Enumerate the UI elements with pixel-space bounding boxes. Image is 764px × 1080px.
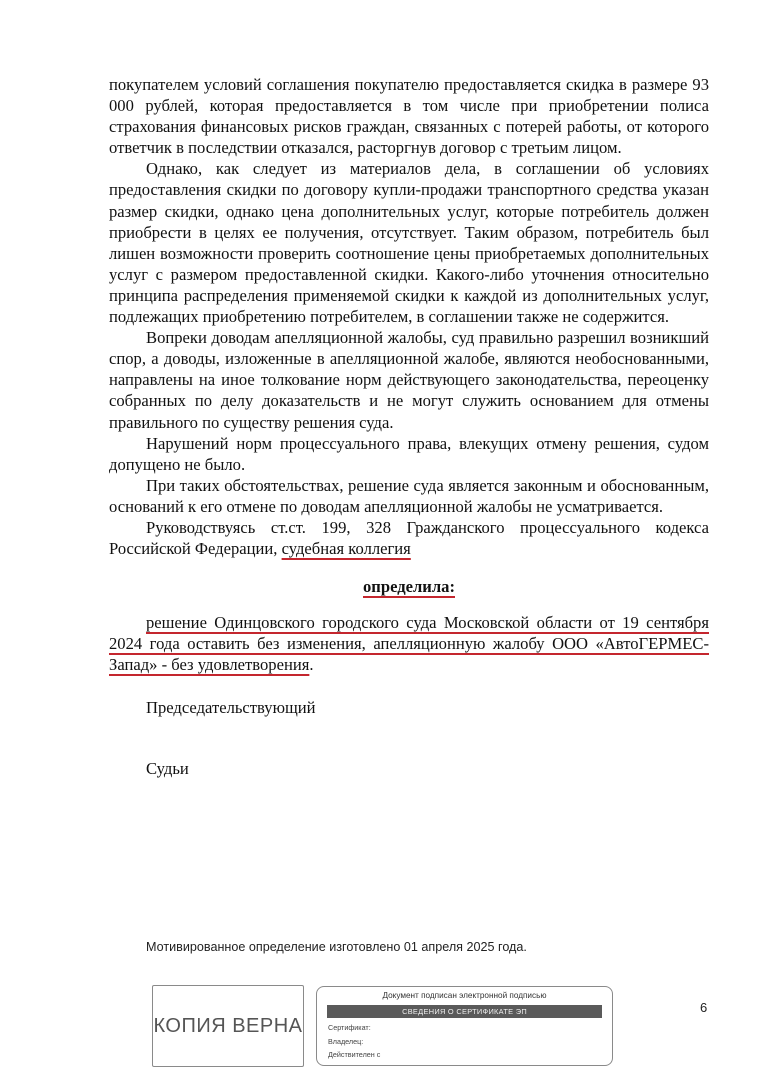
ep-stamp-title: Документ подписан электронной подписью [382,991,547,1000]
ep-certificate-bar: СВЕДЕНИЯ О СЕРТИФИКАТЕ ЭП [327,1005,602,1018]
presiding-judge-label: Председательствующий [146,697,316,717]
ep-certificate-label: Сертификат: [328,1023,371,1032]
paragraph-1: покупателем условий соглашения покупателю предоставляется скидка в размере 93 000 рублей, которая предоставляется в том числе при приобретении полиса страхования финансовых рисков граждан, связанных с потерей работы, от которого ответчик в последствии отказался, расторгнув договор с третьим лицом. [109,75,709,158]
motivated-decision-note: Мотивированное определение изготовлено 01 апреля 2025 года. [146,940,527,954]
paragraph-6-text: Руководствуясь ст.ст. 199, 328 Гражданского процессуального кодекса Российской Федерации, [109,517,709,559]
ruling-heading-text: определила: [363,577,455,597]
judges-label: Судьи [146,758,189,778]
page-number: 6 [700,1000,708,1015]
copy-certified-stamp: КОПИЯ ВЕРНА [152,985,304,1067]
paragraph-5: При таких обстоятельствах, решение суда является законным и обоснованным, оснований к его отмене по доводам апелляционной жалобы не усматривается. [109,475,709,516]
highlighted-judicial-panel: судебная коллегия [281,539,411,559]
paragraph-ruling [109,612,709,675]
ep-owner-label: Владелец: [328,1037,364,1046]
paragraph-6 [109,517,709,559]
paragraph-3: Вопреки доводам апелляционной жалобы, суд правильно разрешил возникший спор, а доводы, изложенные в апелляционной жалобе, являются необоснованными, направлены на иное толкование норм действующего законодательства, переоценку собранных по делу доказательств и не могут служить основанием для отмены правильного по существу решения суда. [109,328,709,432]
ruling-end: . [309,655,314,675]
highlighted-ruling: решение Одинцовского городского суда Московской области от 19 сентября 2024 года оставить без изменения, апелляционную жалобу ООО «АвтоГЕРМЕС-Запад» - без удовлетворения [109,613,709,675]
paragraph-4: Нарушений норм процессуального права, влекущих отмену решения, судом допущено не было. [109,433,709,474]
ruling-heading [109,576,709,597]
paragraph-2: Однако, как следует из материалов дела, в соглашении об условиях предоставления скидки по договору купли-продажи транспортного средства указан размер скидки, однако цена дополнительных услуг, которые потребитель должен приобрести в целях ее получения, отсутствует. Таким образом, потребитель был лишен возможности проверить соотношение цены приобретаемых дополнительных услуг с размером предоставленной скидки. Какого-либо уточнения относительно принципа распределения применяемой скидки к каждой из дополнительных услуг, подлежащих приобретению потребителем, в соглашении также не содержится. [109,159,709,327]
ep-valid-label: Действителен с [328,1050,381,1059]
electronic-signature-stamp [316,986,613,1066]
document-body [109,74,709,779]
